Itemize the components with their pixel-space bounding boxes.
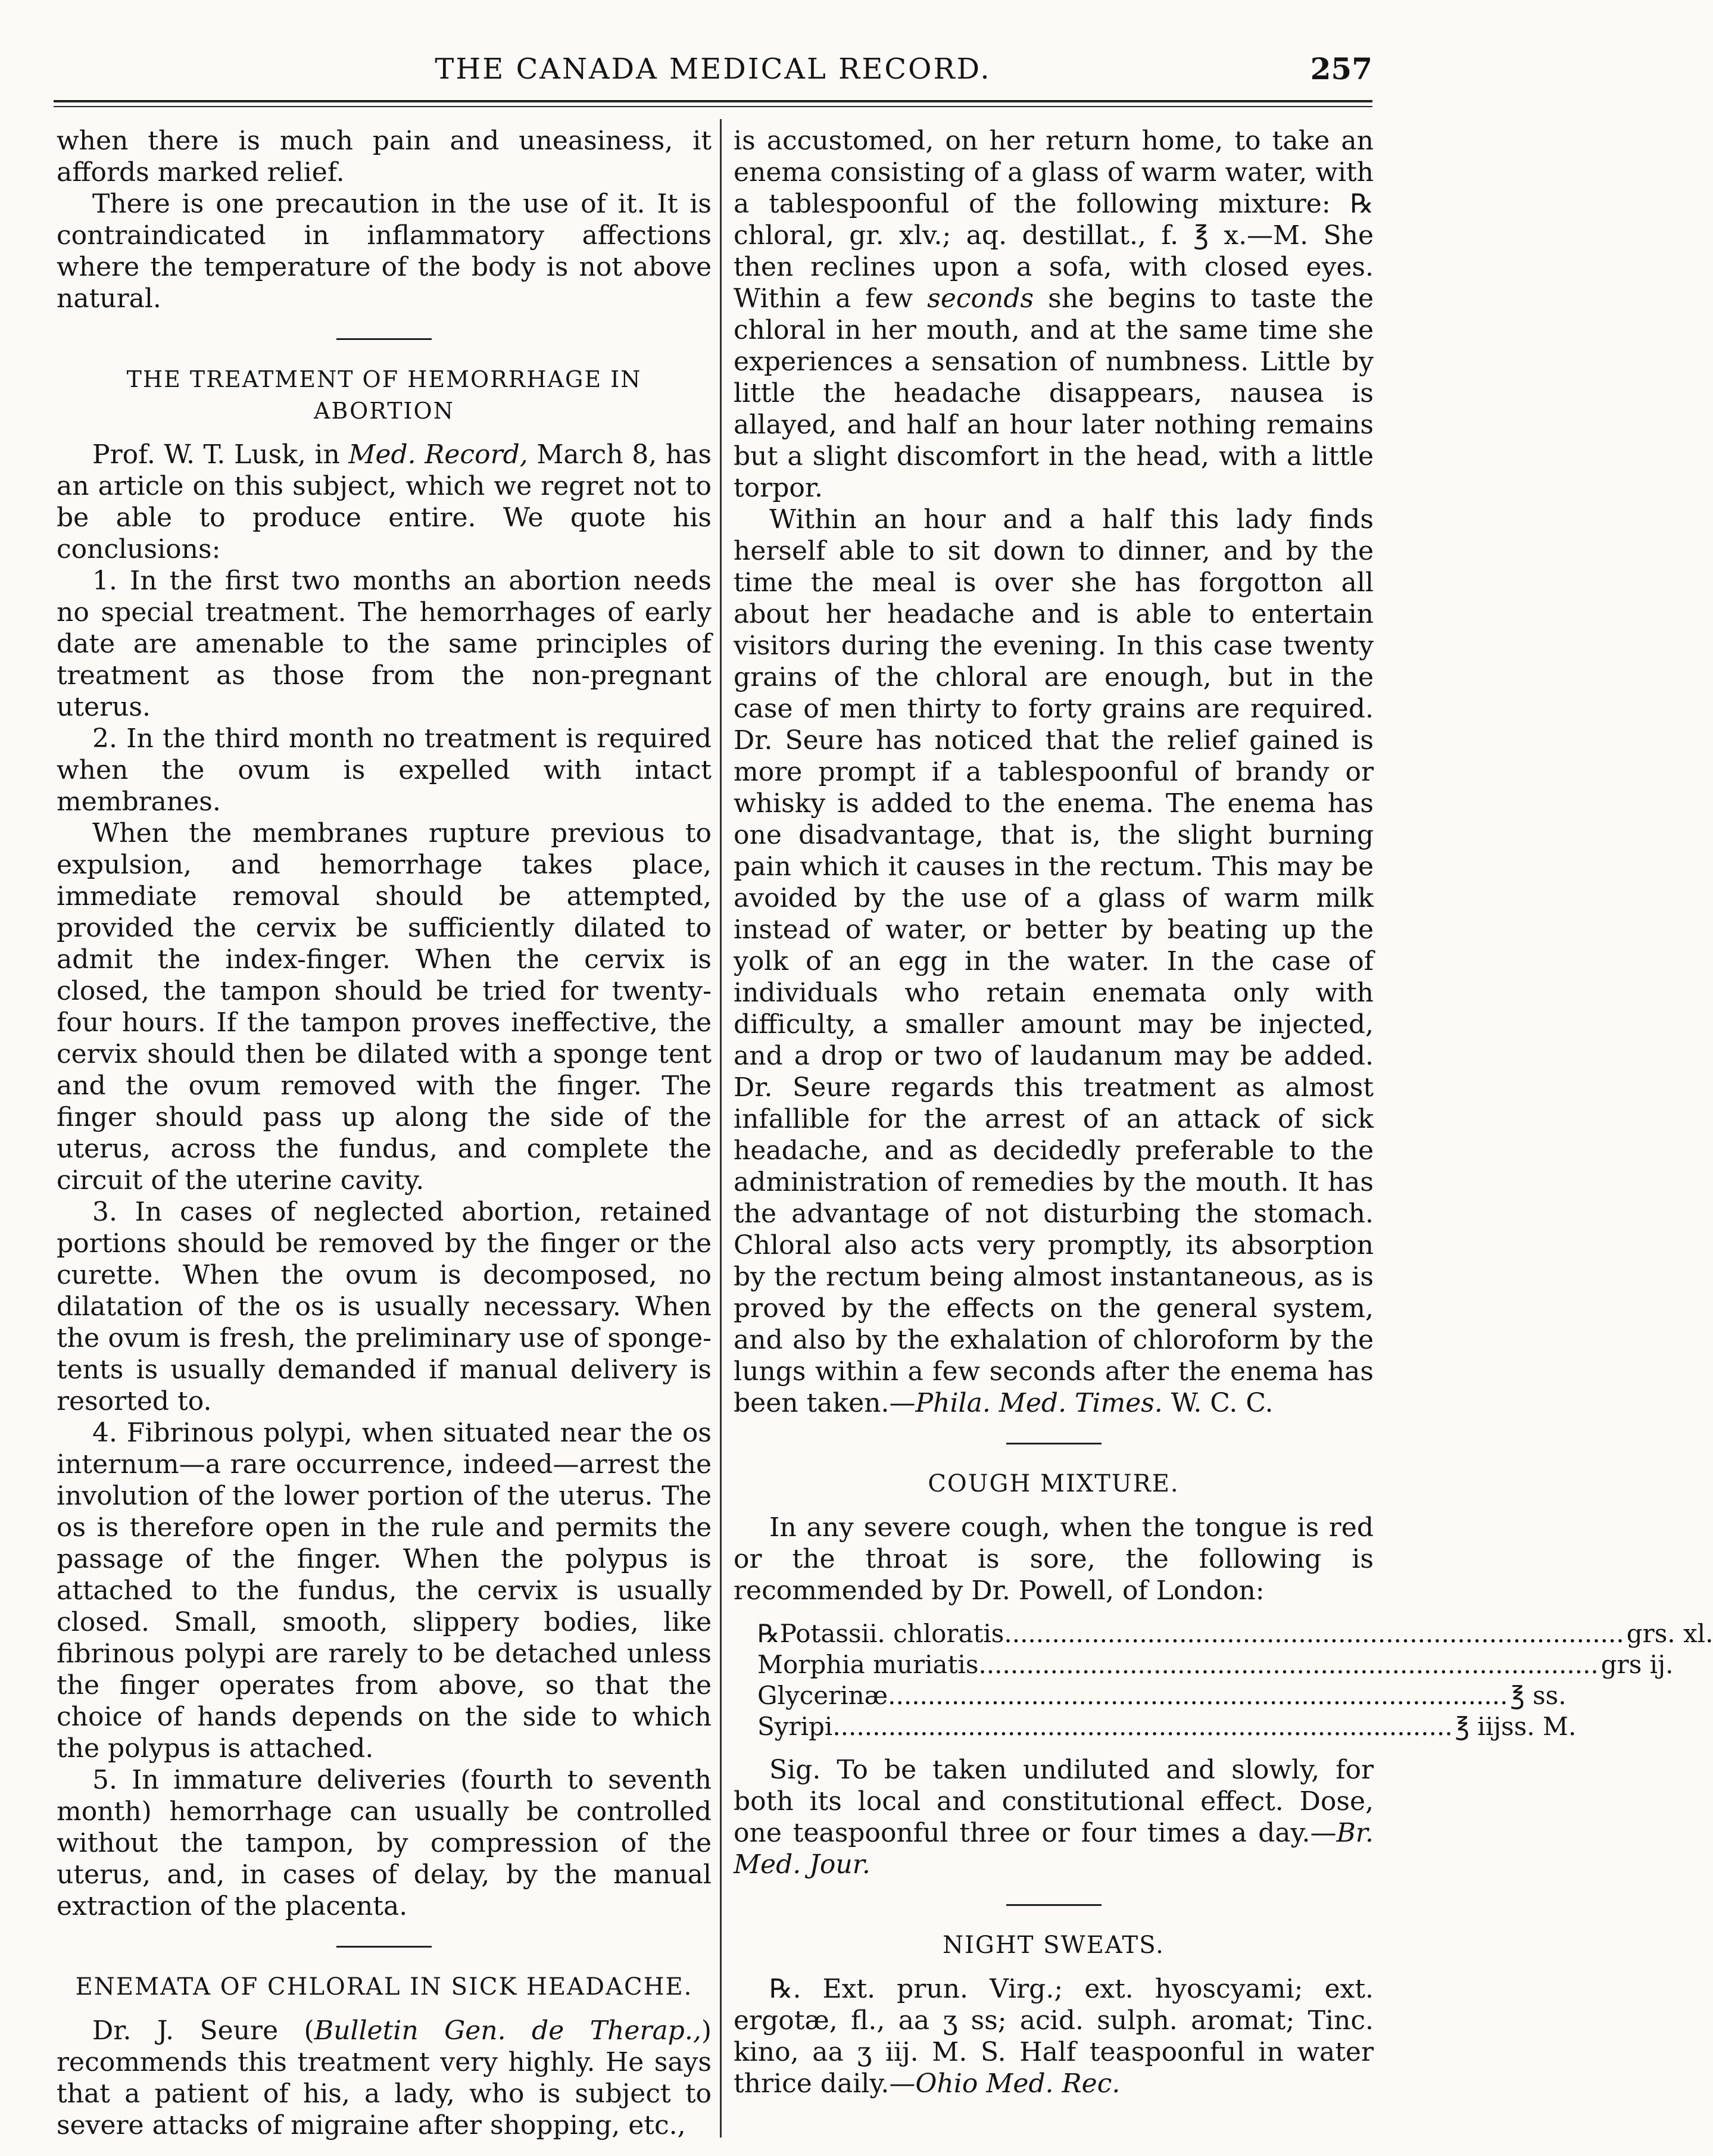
paragraph: Prof. W. T. Lusk, in Med. Record, March 8, has an article on this subject, which we regret not to be able to produce entire. We quote his conclusions: [57, 439, 712, 564]
citation: Br. Med. Jour. [734, 1818, 1374, 1880]
prescription-line: Syripi .............................................................................. ℥ iijss. M. [757, 1712, 1577, 1741]
section-heading-chloral: ENEMATA OF CHLORAL IN SICK HEADACHE. [75, 1973, 693, 2001]
paragraph: When the membranes rupture previous to expulsion, and hemorrhage takes place, immediate removal should be attempted, provided the cervix be sufficiently dilated to admit the index-finger. When the cervix is closed, the tampon should be tried for twenty-four hours. If the tampon proves ineffective, the cervix should then be dilated with a sponge tent and the ovum removed with the finger. The finger should pass up along the side of the uterus, across the fundus, and complete the circuit of the uterine cavity. [57, 818, 712, 1196]
running-title: THE CANADA MEDICAL RECORD. [435, 52, 991, 86]
paragraph: There is one precaution in the use of it. It is contraindicated in inflammatory affections where the temperature of the body is not above natural. [57, 189, 712, 314]
signature: W. C. C. [1162, 1388, 1274, 1418]
paragraph: when there is much pain and uneasiness, it affords marked relief. [57, 126, 712, 188]
section-separator [336, 338, 432, 340]
right-column [734, 125, 1713, 2099]
paragraph: Dr. J. Seure (Bulletin Gen. de Therap.,) recommends this treatment very highly. He says that a patient of his, a lady, who is subject to severe attacks of migraine after shopping, etc., [57, 2015, 712, 2141]
prescription-line: Morphia muriatis .............................................................................. grs ij. [757, 1650, 1674, 1679]
section-separator [1006, 1904, 1102, 1906]
citation: Med. Record, [348, 439, 528, 470]
left-column [57, 125, 712, 2141]
page-number: 257 [1310, 51, 1372, 86]
citation: Phila. Med. Times. [915, 1388, 1163, 1418]
section-separator [1006, 1443, 1102, 1444]
section-heading-cough: COUGH MIXTURE. [928, 1470, 1180, 1497]
header-rule-thin [54, 106, 1372, 107]
column-divider [720, 119, 722, 2138]
section-heading-hemorrhage: THE TREATMENT OF HEMORRHAGE IN ABORTION [126, 366, 642, 424]
paragraph: In any severe cough, when the tongue is red or the throat is sore, the following is recommended by Dr. Powell, of London: [734, 1512, 1374, 1606]
section-separator [336, 1946, 432, 1948]
page-header [54, 42, 1372, 95]
header-rule [54, 100, 1372, 102]
paragraph: 3. In cases of neglected abortion, retained portions should be removed by the finger or the curette. When the ovum is decomposed, no dilatation of the os is usually necessary. When the ovum is fresh, the preliminary use of sponge-tents is usually demanded if manual delivery is resorted to. [57, 1197, 712, 1416]
prescription-line: Glycerinæ .............................................................................. ℥ ss. [757, 1681, 1567, 1710]
paragraph: is accustomed, on her return home, to take an enema consisting of a glass of warm water, with a tablespoonful of the following mixture: ℞ chloral, gr. xlv.; aq. destillat., f. ℥ x.—M. She then reclines upon a sofa, with closed eyes. Within a few seconds she begins to taste the chloral in her mouth, and at the same time she experiences a sensation of numbness. Little by little the headache disappears, nausea is allayed, and half an hour later nothing remains but a slight discomfort in the head, with a little torpor. [734, 126, 1374, 503]
paragraph: 1. In the first two months an abortion needs no special treatment. The hemorrhages of early date are amenable to the same principles of treatment as those from the non-pregnant uterus. [57, 566, 712, 722]
recipe-symbol: ℞ [757, 1619, 780, 1648]
prescription-line: ℞ Potassii. chloratis .............................................................................. grs. xl. [757, 1619, 1713, 1648]
paragraph: 5. In immature deliveries (fourth to seventh month) hemorrhage can usually be controlled without the tampon, by compression of the uterus, and, in cases of delay, by the manual extraction of the placenta. [57, 1765, 712, 1921]
paragraph: 4. Fibrinous polypi, when situated near the os internum—a rare occurrence, indeed—arrest the involution of the lower portion of the uterus. The os is therefore open in the rule and permits the passage of the finger. When the polypus is attached to the fundus, the cervix is usually closed. Small, smooth, slippery bodies, like fibrinous polypi are rarely to be detached unless the finger operates from above, so that the choice of hands depends on the side to which the polypus is attached. [57, 1418, 712, 1764]
paragraph: 2. In the third month no treatment is required when the ovum is expelled with intact membranes. [57, 723, 712, 817]
paragraph: ℞. Ext. prun. Virg.; ext. hyoscyami; ext. ergotæ, fl., aa ʒ ss; acid. sulph. aromat; Tinc. kino, aa ʒ iij. M. S. Half teaspoonful in water thrice daily.—Ohio Med. Rec. [734, 1974, 1374, 2099]
paragraph: Within an hour and a half this lady finds herself able to sit down to dinner, and by the time the meal is over she has forgotton all about her headache and is able to entertain visitors during the evening. In this case twenty grains of the chloral are enough, but in the case of men thirty to forty grains are required. Dr. Seure has noticed that the relief gained is more prompt if a tablespoonful of brandy or whisky is added to the enema. The enema has one disadvantage, that is, the slight burning pain which it causes in the rectum. This may be avoided by the use of a glass of warm milk instead of water, or better by beating up the yolk of an egg in the water. In the case of individuals who retain enemata only with difficulty, a smaller amount may be injected, and a drop or two of laudanum may be added. Dr. Seure regards this treatment as almost infallible for the arrest of an attack of sick headache, and as decidedly preferable to the administration of remedies by the mouth. It has the advantage of not disturbing the stomach. Chloral also acts very promptly, its absorption by the rectum being almost instantaneous, as is proved by the effects on the general system, and also by the exhalation of chloroform by the lungs within a few seconds after the enema has been taken.—Phila. Med. Times. W. C. C. [734, 504, 1374, 1418]
citation: Bulletin Gen. de Therap., [314, 2015, 701, 2046]
section-heading-night-sweats: NIGHT SWEATS. [943, 1932, 1165, 1959]
prescription [757, 1618, 1713, 1742]
paragraph: Sig. To be taken undiluted and slowly, for both its local and constitutional effect. Dose, one teaspoonful three or four times a day.—Br. Med. Jour. [734, 1755, 1374, 1880]
citation: Ohio Med. Rec. [915, 2068, 1121, 2099]
